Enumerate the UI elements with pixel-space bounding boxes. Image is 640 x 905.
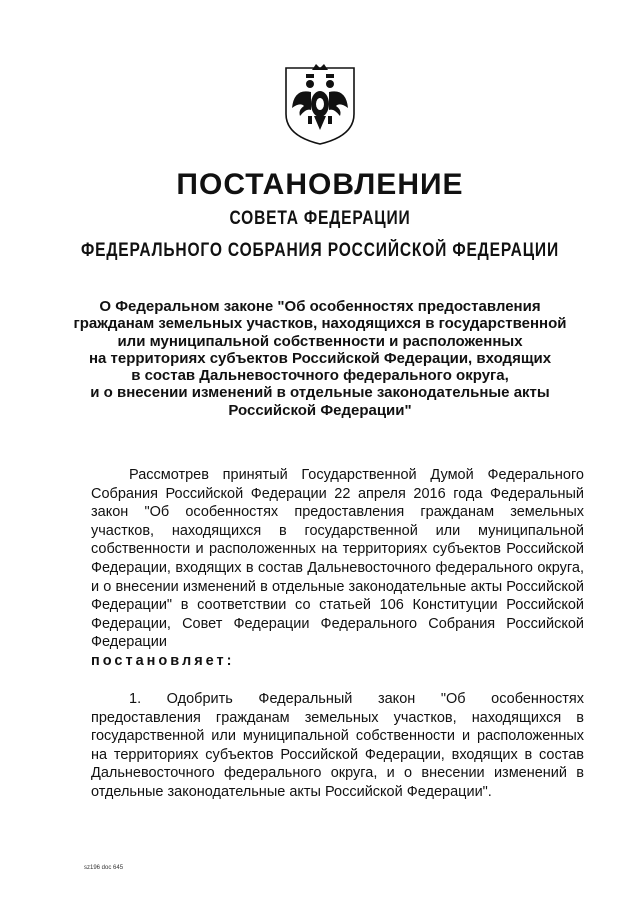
coat-of-arms-icon bbox=[282, 58, 358, 146]
subject-line: гражданам земельных участков, находящихся в государственной bbox=[73, 315, 567, 333]
subject-line: на территориях субъектов Российской Федерации, входящих bbox=[88, 349, 552, 367]
decree-word: постановляет: bbox=[91, 652, 235, 669]
document-title: ПОСТАНОВЛЕНИЕ bbox=[176, 168, 464, 201]
subject-line: или муниципальной собственности и расположенных bbox=[117, 332, 523, 350]
subject-line: в состав Дальневосточного федерального округа, bbox=[131, 367, 509, 385]
subject-line: О Федеральном законе "Об особенностях предоставления bbox=[99, 298, 541, 315]
clause-1-paragraph: 1. Одобрить Федеральный закон "Об особенностях предоставления гражданам земельных участков, находящихся в государственной или муниципальной собственности и расположенных на территориях субъектов Российской Федерации, входящих в состав Дальневосточного федерального округа, и о внесении изменений в отдельные законодательные акты Российской Федерации". bbox=[91, 691, 584, 800]
subject-line: и о внесении изменений в отдельные законодательные акты bbox=[90, 384, 550, 402]
issuer-line-2: ФЕДЕРАЛЬНОГО СОБРАНИЯ РОССИЙСКОЙ ФЕДЕРАЦИИ bbox=[81, 240, 559, 261]
preamble-paragraph bbox=[91, 466, 584, 671]
subject-line: Российской Федерации" bbox=[228, 401, 412, 419]
issuer-line-1: СОВЕТА ФЕДЕРАЦИИ bbox=[229, 208, 411, 229]
file-reference: sz196 doc 645 bbox=[84, 865, 124, 871]
resolution-subject bbox=[60, 298, 580, 419]
preamble-text: Рассмотрев принятый Государственной Думой Федерального Собрания Российской Федерации 22 апреля 2016 года Федеральный закон "Об особенностях предоставления гражданам земельных участков, находящихся в государственной или муниципальной собственности и расположенных на территориях субъектов Российской Федерации, входящих в состав Дальневосточного федерального округа, и о внесении изменений в отдельные законодательные акты Российской Федерации" в соответствии со статьей 106 Конституции Российской Федерации, Совет Федерации Федерального Собрания Российской Федерации bbox=[91, 467, 584, 651]
